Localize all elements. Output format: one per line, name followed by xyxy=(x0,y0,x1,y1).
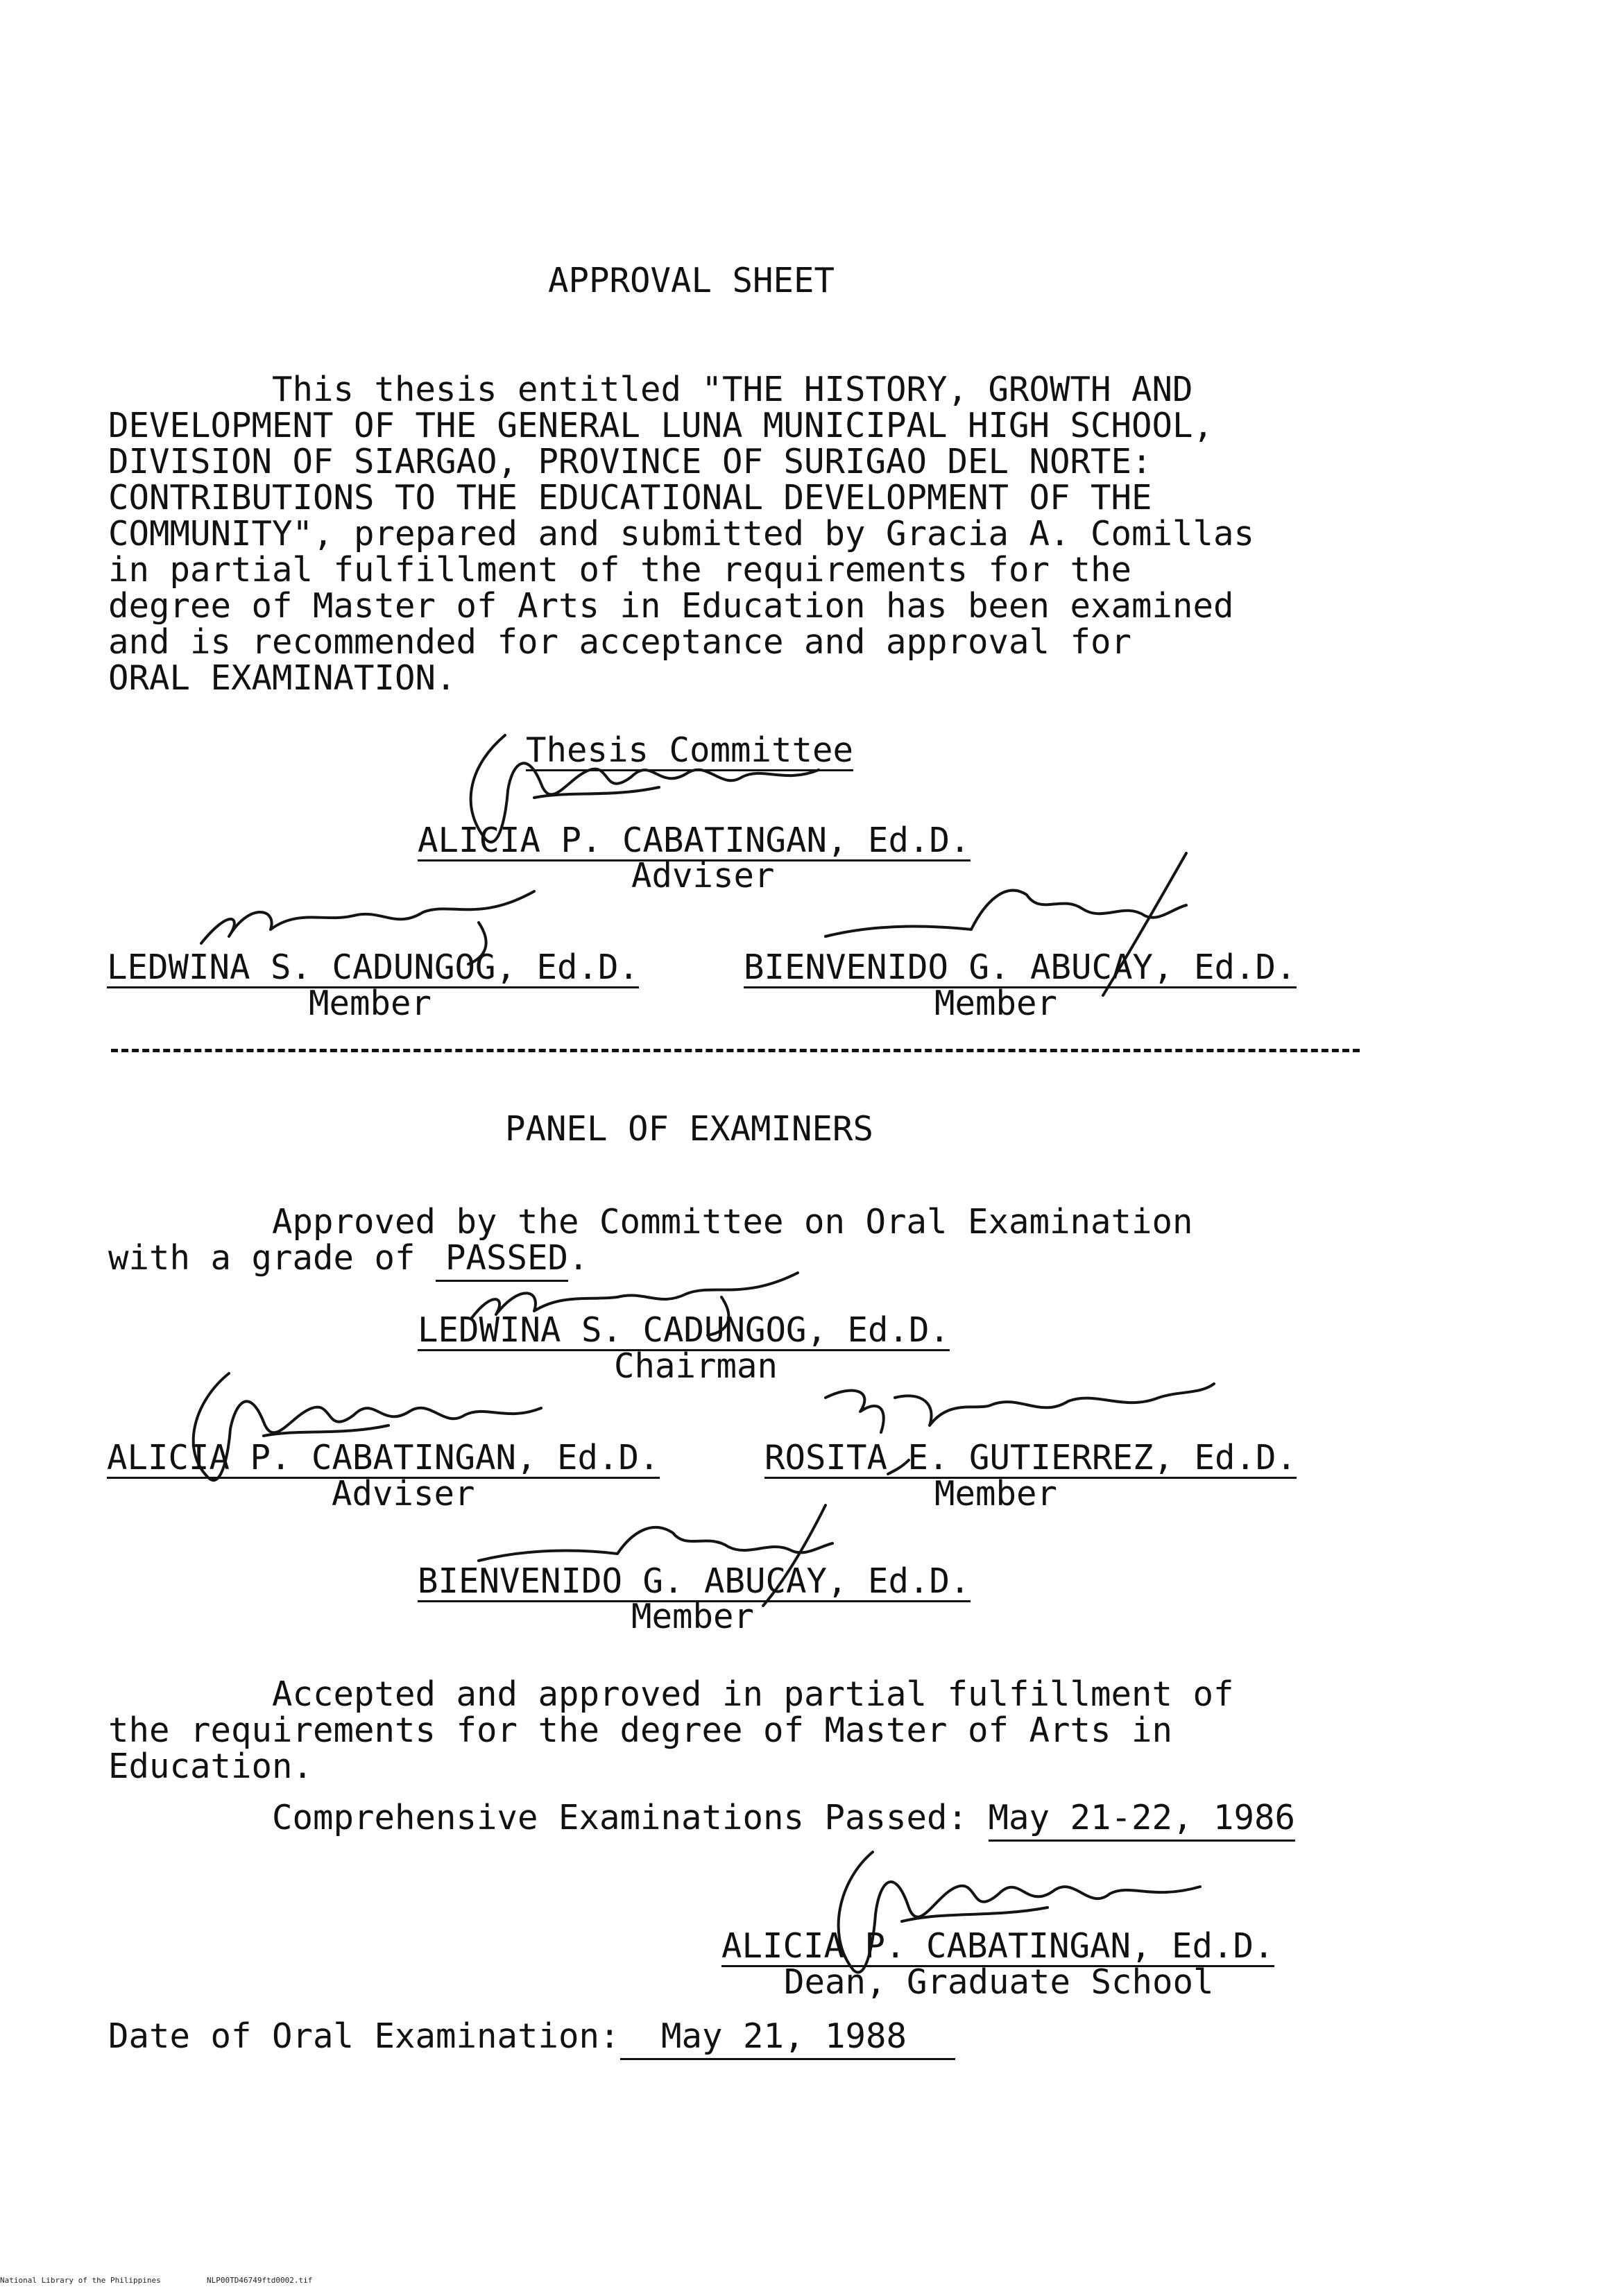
oral-exam-line xyxy=(108,2016,955,2056)
grade-value: PASSED xyxy=(436,1238,568,1282)
intro-line: DEVELOPMENT OF THE GENERAL LUNA MUNICIPAL HIGH SCHOOL, xyxy=(108,406,1214,445)
chairman-role: Chairman xyxy=(614,1346,778,1386)
intro-line: CONTRIBUTIONS TO THE EDUCATIONAL DEVELOPMENT OF THE xyxy=(108,478,1152,517)
section-divider xyxy=(111,1049,1360,1052)
acceptance-line: Education. xyxy=(108,1747,314,1786)
panel-title: PANEL OF EXAMINERS xyxy=(505,1109,874,1149)
grade-suffix: . xyxy=(568,1238,589,1278)
intro-line: ORAL EXAMINATION. xyxy=(108,658,456,698)
intro-line: degree of Master of Arts in Education has been examined xyxy=(108,586,1234,626)
page-title: APPROVAL SHEET xyxy=(548,261,835,300)
gutierrez-name: ROSITA E. GUTIERREZ, Ed.D. xyxy=(764,1438,1297,1477)
comprehensive-date: May 21-22, 1986 xyxy=(989,1798,1296,1842)
panel-abucay-role: Member xyxy=(631,1597,755,1636)
panel-adviser-name: ALICIA P. CABATINGAN, Ed.D. xyxy=(107,1438,660,1477)
adviser-name: ALICIA P. CABATINGAN, Ed.D. xyxy=(418,821,971,860)
intro-line: This thesis entitled "THE HISTORY, GROWTH AND xyxy=(108,370,1193,409)
comprehensive-exam-line xyxy=(108,1798,1296,1837)
dean-role: Dean, Graduate School xyxy=(784,1962,1214,2002)
gutierrez-role: Member xyxy=(934,1474,1058,1514)
scan-footer xyxy=(0,2277,312,2284)
member-name-abucay: BIENVENIDO G. ABUCAY, Ed.D. xyxy=(744,948,1297,987)
member-name-cadungog: LEDWINA S. CADUNGOG, Ed.D. xyxy=(107,948,640,987)
grade-prefix: with a grade of xyxy=(108,1238,436,1278)
oral-exam-date: May 21, 1988 xyxy=(620,2016,955,2060)
intro-line: COMMUNITY", prepared and submitted by Gracia A. Comillas xyxy=(108,514,1255,554)
comprehensive-label: Comprehensive Examinations Passed: xyxy=(108,1798,989,1837)
footer-library: National Library of the Philippines xyxy=(0,2276,161,2285)
acceptance-line: the requirements for the degree of Master of Arts in xyxy=(108,1711,1173,1750)
approved-line: Approved by the Committee on Oral Examination xyxy=(108,1202,1193,1242)
panel-abucay-name: BIENVENIDO G. ABUCAY, Ed.D. xyxy=(418,1561,971,1601)
intro-line: and is recommended for acceptance and approval for xyxy=(108,622,1132,662)
footer-file: NLP00TD46749ftd0002.tif xyxy=(207,2276,313,2285)
intro-line: in partial fulfillment of the requirements for the xyxy=(108,550,1132,590)
dean-name: ALICIA P. CABATINGAN, Ed.D. xyxy=(721,1926,1274,1966)
member-role-abucay: Member xyxy=(934,984,1058,1023)
oral-exam-label: Date of Oral Examination: xyxy=(108,2016,620,2056)
chairman-name: LEDWINA S. CADUNGOG, Ed.D. xyxy=(418,1310,950,1350)
acceptance-line: Accepted and approved in partial fulfillment of xyxy=(108,1674,1234,1714)
committee-title: Thesis Committee xyxy=(526,730,854,770)
adviser-role: Adviser xyxy=(631,856,775,895)
intro-line: DIVISION OF SIARGAO, PROVINCE OF SURIGAO DEL NORTE: xyxy=(108,442,1152,481)
member-role-cadungog: Member xyxy=(309,984,432,1023)
panel-adviser-role: Adviser xyxy=(332,1474,475,1514)
